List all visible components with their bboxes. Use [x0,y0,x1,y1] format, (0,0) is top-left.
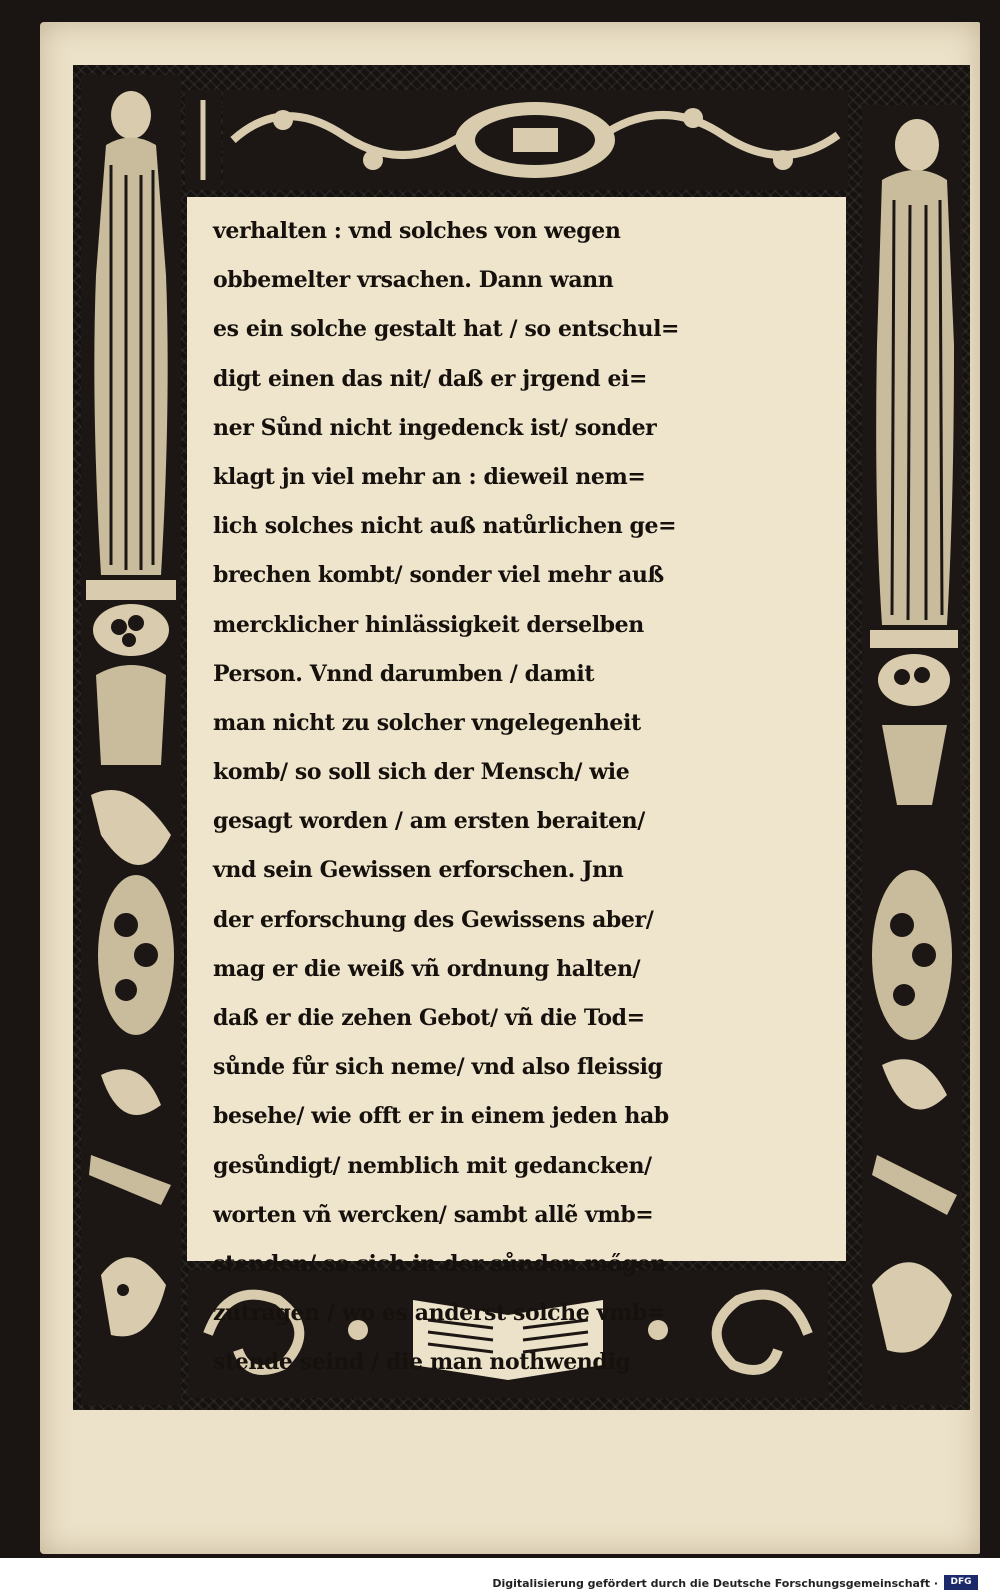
text-line: stende seind / die man nothwendig [213,1349,631,1376]
text-line: sůnde fůr sich neme/ vnd also fleissig [213,1054,663,1081]
text-line: vnd sein Gewissen erforschen. Jnn [213,857,624,884]
digitization-credit: Digitalisierung gefördert durch die Deutsche Forschungsgemeinschaft · [492,1577,938,1590]
male-figure-pillar-ornament [862,105,962,1405]
top-left-corner-ornament [185,90,221,190]
text-line: man nicht zu solcher vngelegenheit [213,709,641,736]
text-line: klagt jn viel mehr an : dieweil nem= [213,463,646,490]
text-line: zutragen / wo es anderst solche vmb= [213,1300,665,1327]
text-lines [187,197,846,1388]
text-line: gesagt worden / am ersten beraiten/ [213,808,645,835]
foliage-shield-ornament [223,90,848,190]
text-line: obbemelter vrsachen. Dann wann [213,267,614,294]
right-border-panel [862,105,962,1405]
text-line: der erforschung des Gewissens aber/ [213,906,654,933]
text-line: digt einen das nit/ daß er jrgend ei= [213,365,648,392]
text-line: mercklicher hinlässigkeit derselben [213,611,644,638]
female-figure-pillar-ornament [81,75,181,1405]
left-border-panel [81,75,181,1405]
top-border-panel [223,90,848,190]
text-line: brechen kombt/ sonder viel mehr auß [213,562,664,589]
text-line: worten vñ wercken/ sambt allẽ vmb= [213,1201,654,1228]
text-line: gesůndigt/ nemblich mit gedancken/ [213,1152,652,1179]
text-line: stenden/ so sich in der sůnden mőgen [213,1250,667,1277]
text-line: lich solches nicht auß natůrlichen ge= [213,513,677,540]
text-line: Person. Vnnd darumben / damit [213,660,595,687]
text-line: es ein solche gestalt hat / so entschul= [213,316,680,343]
text-line: verhalten : vnd solches von wegen [213,218,621,244]
text-line: ner Sůnd nicht ingedenck ist/ sonder [213,414,657,441]
text-line: daß er die zehen Gebot/ vñ die Tod= [213,1005,645,1031]
text-line: komb/ so soll sich der Mensch/ wie [213,759,630,786]
text-line: besehe/ wie offt er in einem jeden hab [213,1103,669,1130]
text-line: mag er die weiß vñ ordnung halten/ [213,955,641,982]
dfg-logo: DFG [944,1575,978,1590]
text-block [187,197,846,1376]
